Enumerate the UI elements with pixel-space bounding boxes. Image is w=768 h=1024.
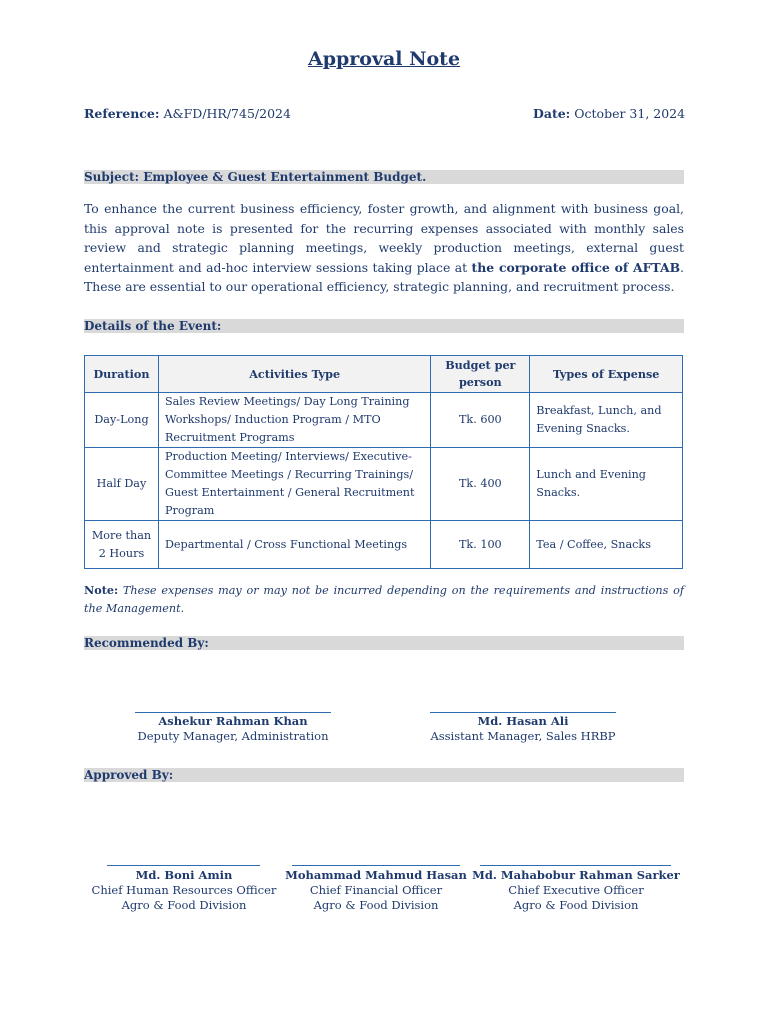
approver-block — [276, 868, 476, 913]
approver-title: Chief Executive Officer — [508, 883, 644, 897]
header-duration: Duration — [85, 356, 159, 393]
subject-bar: Subject: Employee & Guest Entertainment Budget. — [84, 170, 684, 184]
duration-cell: Half Day — [85, 448, 159, 521]
recommender-name: Md. Hasan Ali — [477, 714, 569, 728]
reference — [84, 106, 291, 121]
activities-cell: Production Meeting/ Interviews/ Executive-Committee Meetings / Recurring Trainings/ Guest Entertainment / General Recruitment Program — [158, 448, 430, 521]
approver-title: Chief Human Resources Officer — [91, 883, 277, 897]
approver-division: Agro & Food Division — [121, 898, 247, 912]
approver-division: Agro & Food Division — [513, 898, 639, 912]
recommender-block — [113, 714, 353, 744]
date-value: October 31, 2024 — [574, 106, 686, 121]
date — [533, 106, 685, 121]
header-budget: Budget per person — [431, 356, 530, 393]
approver-title: Chief Financial Officer — [309, 883, 443, 897]
signature-line — [480, 865, 671, 866]
duration-cell: More than 2 Hours — [85, 521, 159, 569]
approver-name: Mohammad Mahmud Hasan — [285, 868, 467, 882]
expense-cell: Breakfast, Lunch, and Evening Snacks. — [530, 393, 683, 448]
recommender-name: Ashekur Rahman Khan — [158, 714, 308, 728]
duration-cell: Day-Long — [85, 393, 159, 448]
approver-division: Agro & Food Division — [313, 898, 439, 912]
recommended-heading: Recommended By: — [84, 636, 684, 650]
table-row — [85, 448, 683, 521]
activities-cell: Sales Review Meetings/ Day Long Training Workshops/ Induction Program / MTO Recruitment Programs — [158, 393, 430, 448]
date-label: Date: — [533, 106, 571, 121]
signature-line — [292, 865, 460, 866]
header-expense: Types of Expense — [530, 356, 683, 393]
approved-heading: Approved By: — [84, 768, 684, 782]
budget-cell: Tk. 400 — [431, 448, 530, 521]
signature-line — [107, 865, 260, 866]
budget-cell: Tk. 600 — [431, 393, 530, 448]
expense-cell: Tea / Coffee, Snacks — [530, 521, 683, 569]
intro-bold: the corporate office of AFTAB — [471, 259, 681, 275]
table-row — [85, 393, 683, 448]
intro-paragraph — [84, 199, 684, 297]
expense-cell: Lunch and Evening Snacks. — [530, 448, 683, 521]
approver-block — [466, 868, 686, 913]
signature-line — [430, 712, 616, 713]
budget-cell: Tk. 100 — [431, 521, 530, 569]
table-row — [85, 521, 683, 569]
table-header-row — [85, 356, 683, 393]
note-label: Note: — [84, 583, 119, 597]
reference-value: A&FD/HR/745/2024 — [163, 106, 291, 121]
recommender-title: Assistant Manager, Sales HRBP — [430, 729, 616, 743]
approver-block — [84, 868, 284, 913]
header-activities: Activities Type — [158, 356, 430, 393]
note — [84, 581, 684, 618]
approver-name: Md. Boni Amin — [135, 868, 233, 882]
activities-cell: Departmental / Cross Functional Meetings — [158, 521, 430, 569]
recommender-block — [403, 714, 643, 744]
event-table — [84, 355, 683, 569]
signature-line — [135, 712, 331, 713]
approver-name: Md. Mahabobur Rahman Sarker — [472, 868, 680, 882]
reference-label: Reference: — [84, 106, 160, 121]
intro-text-1: To enhance the current business efficiency, foster growth, and alignment with business goal, this approval note is presented for the recurring expenses associated with monthly sales review and strategic planning meetings, weekly production meetings, external guest entertainment and ad-hoc interview sessions taking place at — [84, 201, 684, 275]
intro-text-2: . These are essential to our operational efficiency, strategic planning, and recruitment process. — [84, 259, 684, 294]
details-heading: Details of the Event: — [84, 319, 684, 333]
page-title: Approval Note — [307, 48, 461, 70]
recommender-title: Deputy Manager, Administration — [137, 729, 329, 743]
note-text: These expenses may or may not be incurred depending on the requirements and instructions of the Management. — [84, 584, 685, 615]
